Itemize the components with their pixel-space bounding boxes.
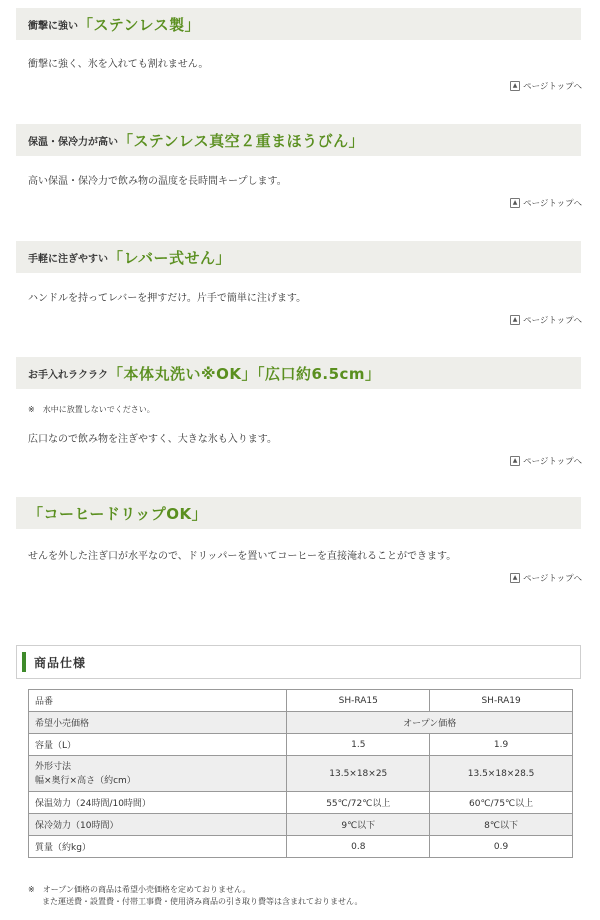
feature-lead: 保温・保冷力が高い xyxy=(28,136,118,148)
feature-title: 「ステンレス真空２重まほうびん」 xyxy=(118,131,365,150)
feature-lead: 衝撃に強い xyxy=(28,20,78,32)
arrow-up-box-icon: ▲ xyxy=(510,456,520,466)
feature-title: 「ステンレス製」 xyxy=(78,15,201,34)
page-top-link[interactable] xyxy=(510,197,582,209)
table-row xyxy=(29,712,573,734)
arrow-up-box-icon: ▲ xyxy=(510,81,520,91)
spec-value: 60℃/75℃以上 xyxy=(430,792,573,814)
page-top-label: ページトップへ xyxy=(523,574,582,584)
spec-label-line: 幅×奥行×高さ（約cm） xyxy=(35,775,136,786)
spec-label: 品番 xyxy=(29,690,287,712)
model-name: SH-RA15 xyxy=(287,690,430,712)
arrow-up-box-icon: ▲ xyxy=(510,198,520,208)
feature-heading-stainless xyxy=(16,8,581,40)
spec-label xyxy=(29,756,287,792)
spec-title: 商品仕様 xyxy=(34,655,87,670)
table-row xyxy=(29,792,573,814)
page-top-label: ページトップへ xyxy=(523,316,582,326)
table-row xyxy=(29,690,573,712)
feature-description: ハンドルを持ってレバーを押すだけ。片手で簡単に注げます。 xyxy=(28,293,307,304)
feature-heading-lever xyxy=(16,241,581,273)
feature-title: 「レバー式せん」 xyxy=(108,248,231,267)
feature-description: 衝撃に強く、氷を入れても割れません。 xyxy=(28,59,209,70)
spec-value: 1.9 xyxy=(430,734,573,756)
table-row xyxy=(29,734,573,756)
feature-heading-washable xyxy=(16,357,581,389)
footnote-line: また運送費・設置費・付帯工事費・使用済み商品の引き取り費等は含まれておりません。 xyxy=(42,897,363,906)
page-top-link[interactable] xyxy=(510,314,582,326)
spec-label: 保冷効力（10時間） xyxy=(29,814,287,836)
spec-section-header xyxy=(16,645,581,679)
spec-table xyxy=(28,689,573,858)
spec-value: オープン価格 xyxy=(287,712,573,734)
page-top-link[interactable] xyxy=(510,80,582,92)
spec-value: 0.8 xyxy=(287,836,430,858)
spec-header-accent xyxy=(22,652,26,672)
table-row xyxy=(29,814,573,836)
feature-lead: 手軽に注ぎやすい xyxy=(28,253,108,265)
arrow-up-box-icon: ▲ xyxy=(510,573,520,583)
model-name: SH-RA19 xyxy=(430,690,573,712)
feature-description: 高い保温・保冷力で飲み物の温度を長時間キープします。 xyxy=(28,176,287,187)
spec-value: 8℃以下 xyxy=(430,814,573,836)
page-top-link[interactable] xyxy=(510,455,582,467)
feature-description: 広口なので飲み物を注ぎやすく、大きな氷も入ります。 xyxy=(28,434,277,445)
arrow-up-box-icon: ▲ xyxy=(510,315,520,325)
spec-value: 0.9 xyxy=(430,836,573,858)
footnote-line: ※ オープン価格の商品は希望小売価格を定めておりません。 xyxy=(28,885,251,894)
spec-value: 1.5 xyxy=(287,734,430,756)
page-top-label: ページトップへ xyxy=(523,82,582,92)
feature-description: せんを外した注ぎ口が水平なので、ドリッパーを置いてコーヒーを直接淹れることができます。 xyxy=(28,551,457,562)
spec-value: 13.5×18×25 xyxy=(287,756,430,792)
spec-value: 13.5×18×28.5 xyxy=(430,756,573,792)
spec-label-line: 外形寸法 xyxy=(35,761,72,772)
table-row xyxy=(29,836,573,858)
spec-label: 希望小売価格 xyxy=(29,712,287,734)
spec-value: 9℃以下 xyxy=(287,814,430,836)
feature-title: 「コーヒードリップOK」 xyxy=(28,504,208,523)
spec-label: 保温効力（24時間/10時間） xyxy=(29,792,287,814)
feature-note: ※ 水中に放置しないでください。 xyxy=(28,405,155,414)
page-top-label: ページトップへ xyxy=(523,457,582,467)
feature-title: 「本体丸洗い※OK」「広口約6.5cm」 xyxy=(108,364,381,383)
page-top-link[interactable] xyxy=(510,572,582,584)
table-row xyxy=(29,756,573,792)
spec-footnote xyxy=(28,884,362,908)
feature-lead: お手入れラクラク xyxy=(28,369,108,381)
feature-heading-vacuum xyxy=(16,124,581,156)
spec-value: 55℃/72℃以上 xyxy=(287,792,430,814)
spec-label: 質量（約kg） xyxy=(29,836,287,858)
feature-heading-coffee xyxy=(16,497,581,529)
spec-label: 容量（L） xyxy=(29,734,287,756)
page-top-label: ページトップへ xyxy=(523,199,582,209)
